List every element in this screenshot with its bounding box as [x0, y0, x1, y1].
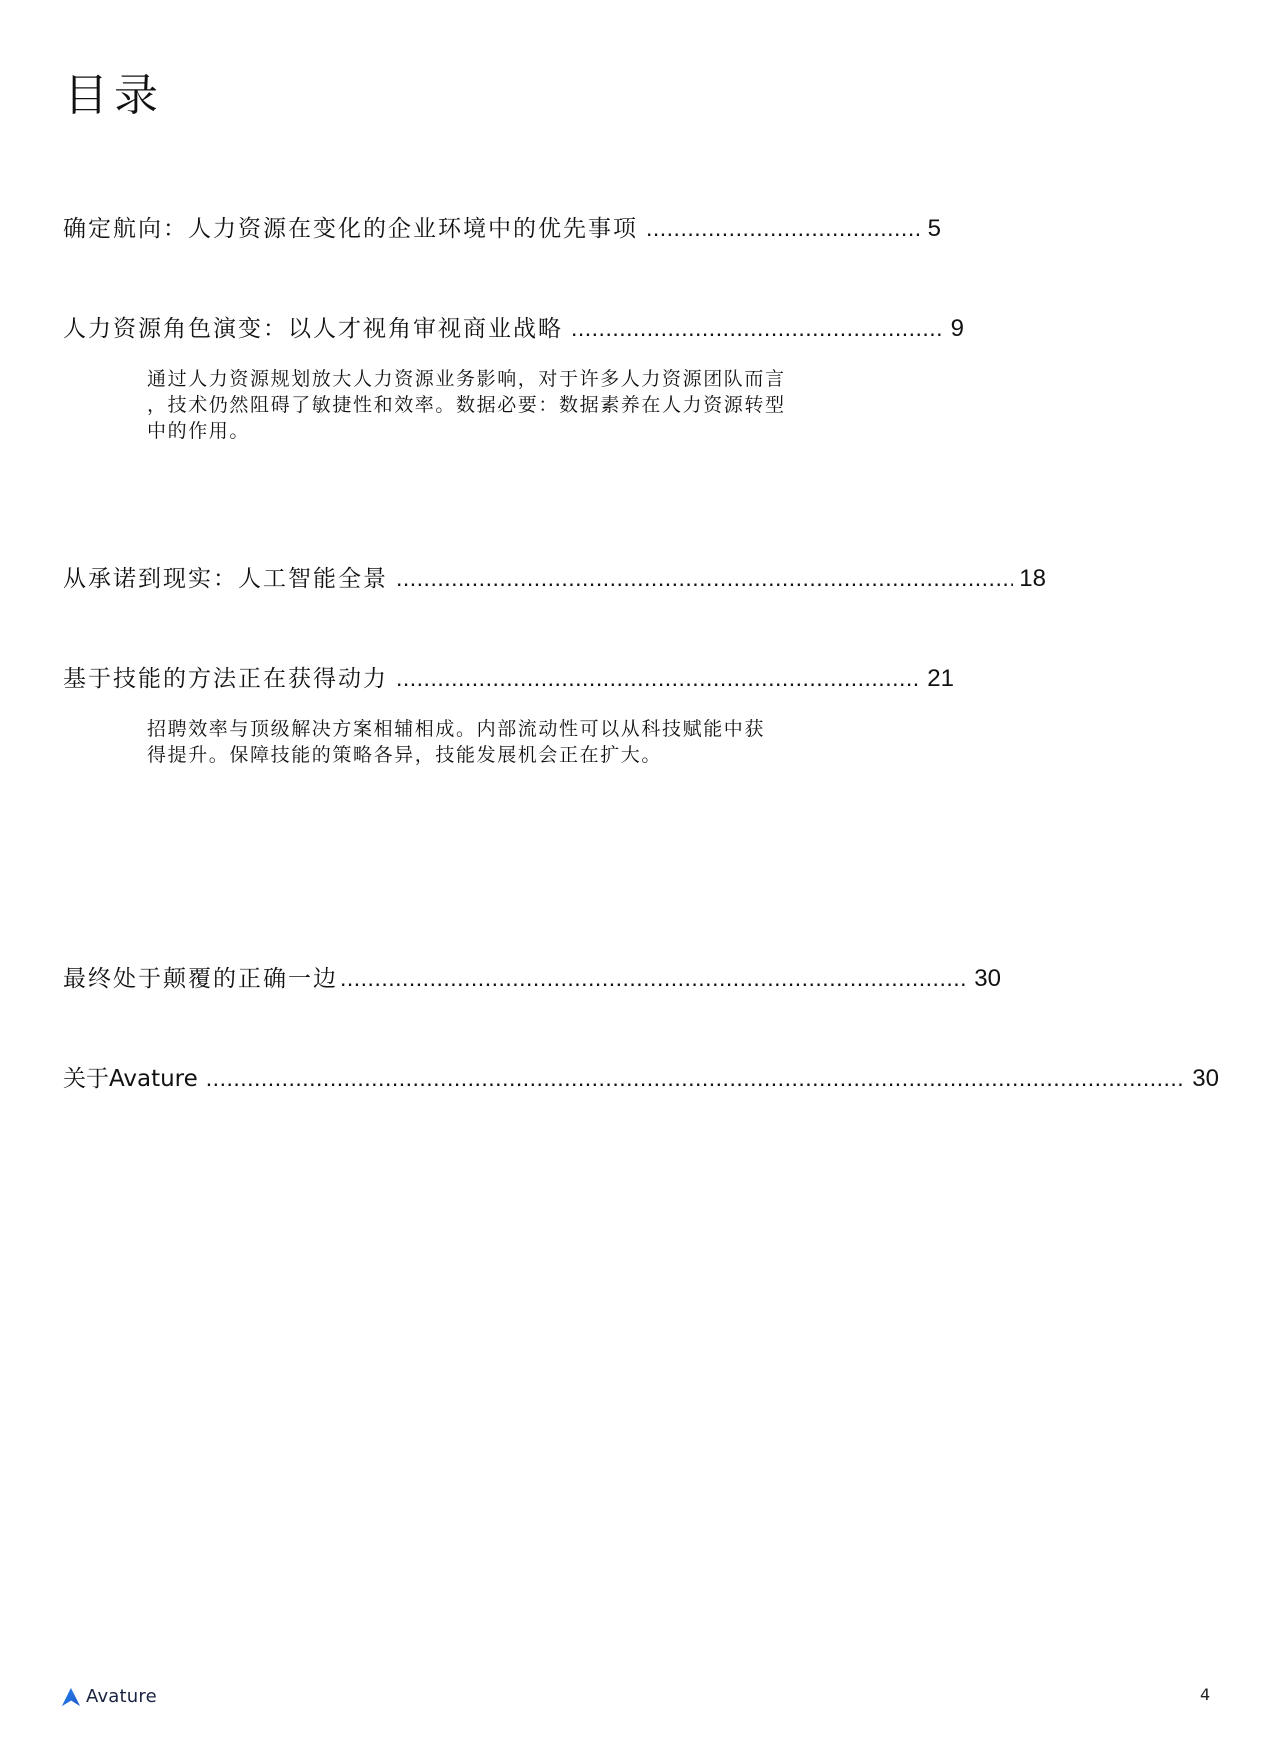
dot-leader [396, 563, 1013, 593]
page-title: 目录 [64, 70, 164, 121]
summary-line: 中的作用。 [147, 420, 251, 442]
toc-entry-page: 9 [950, 315, 964, 342]
toc-entry-page: 30 [1192, 1065, 1219, 1092]
dot-leader [340, 963, 968, 993]
toc-entry-2-summary [147, 366, 786, 444]
toc-entry-page: 18 [1019, 565, 1046, 592]
toc-entry-1[interactable] [63, 213, 941, 244]
summary-line: 招聘效率与顶级解决方案相辅相成。内部流动性可以从科技赋能中获 [147, 718, 766, 740]
dot-leader [571, 313, 945, 343]
toc-entry-page: 5 [927, 215, 941, 242]
toc-entry-4[interactable] [63, 663, 954, 694]
dot-leader [396, 663, 921, 693]
brand-name: Avature [86, 1686, 157, 1707]
summary-line: 通过人力资源规划放大人力资源业务影响，对于许多人力资源团队而言 [147, 368, 786, 390]
toc-entry-3[interactable] [63, 563, 1046, 594]
page-number: 4 [1200, 1685, 1211, 1704]
toc-entry-label: 最终处于颠覆的正确一边 [63, 966, 338, 992]
toc-entry-label: 从承诺到现实：人工智能全景 [63, 566, 388, 592]
toc-entry-label: 确定航向：人力资源在变化的企业环境中的优先事项 [63, 216, 638, 242]
footer-logo [61, 1686, 157, 1707]
toc-entry-label: 基于技能的方法正在获得动力 [63, 666, 388, 692]
toc-entry-page: 21 [927, 665, 954, 692]
toc-entry-label: 关于Avature [63, 1066, 198, 1092]
toc-entry-4-summary [147, 716, 765, 768]
toc-entry-2[interactable] [63, 313, 964, 344]
dot-leader [646, 213, 922, 243]
toc-entry-label: 人力资源角色演变：以人才视角审视商业战略 [63, 316, 563, 342]
toc-entry-page: 30 [974, 965, 1001, 992]
dot-leader [206, 1063, 1187, 1093]
toc-entry-5[interactable] [63, 963, 1001, 994]
summary-line: ，技术仍然阻碍了敏捷性和效率。数据必要：数据素养在人力资源转型 [147, 394, 786, 416]
avature-logo-icon [61, 1687, 81, 1707]
toc-entry-6[interactable] [63, 1063, 1219, 1094]
summary-line: 得提升。保障技能的策略各异，技能发展机会正在扩大。 [147, 744, 663, 766]
